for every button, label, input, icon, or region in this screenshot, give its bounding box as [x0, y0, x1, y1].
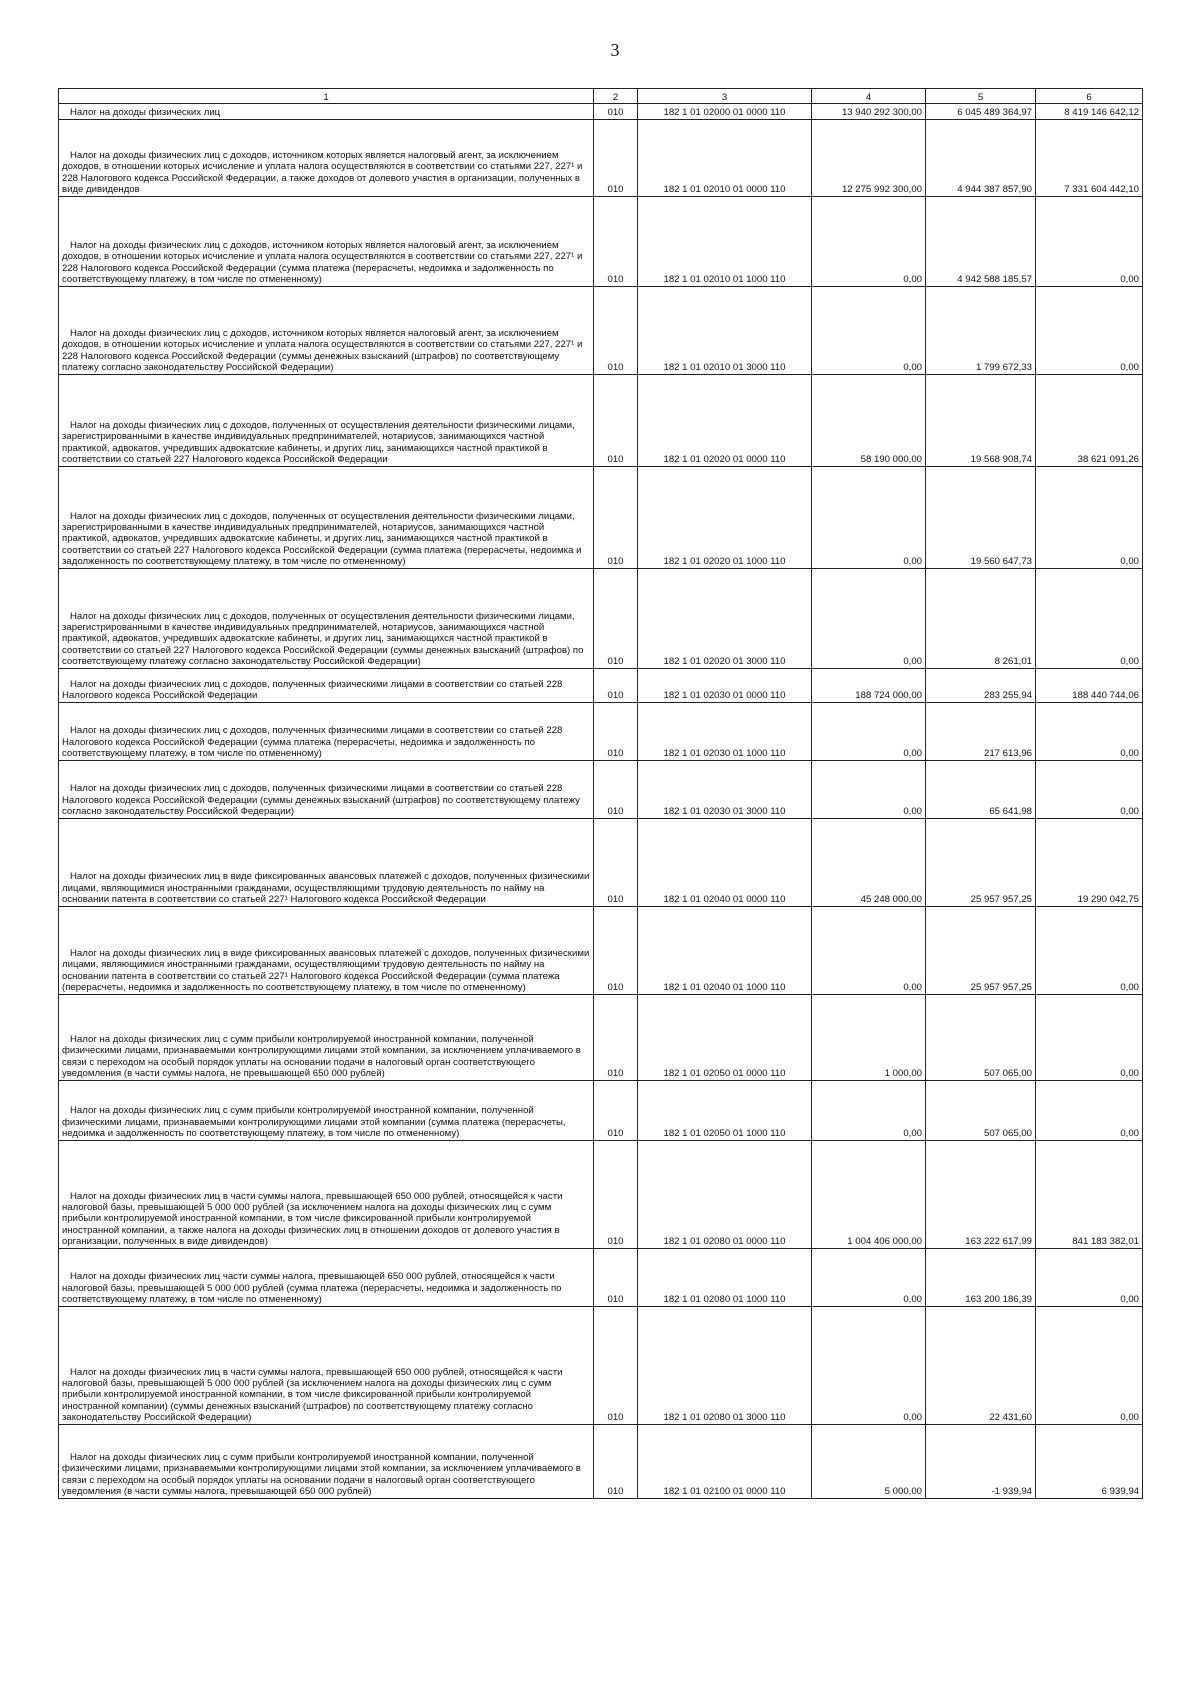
- table-row: [59, 467, 1143, 569]
- row-remaining-amount: 0,00: [1036, 467, 1143, 569]
- row-code: 010: [594, 375, 638, 467]
- row-executed-amount: 8 261,01: [926, 569, 1036, 669]
- column-header: 6: [1036, 89, 1143, 104]
- table-row: [59, 907, 1143, 995]
- row-code: 010: [594, 761, 638, 819]
- row-code: 010: [594, 1249, 638, 1307]
- row-kbk-code: 182 1 01 02000 01 0000 110: [638, 104, 812, 120]
- table-row: [59, 287, 1143, 375]
- table-row: [59, 1081, 1143, 1141]
- row-code: 010: [594, 1141, 638, 1249]
- row-kbk-code: 182 1 01 02100 01 0000 110: [638, 1425, 812, 1499]
- row-remaining-amount: 0,00: [1036, 197, 1143, 287]
- row-remaining-amount: 0,00: [1036, 1249, 1143, 1307]
- page-number: 3: [610, 40, 620, 60]
- row-executed-amount: 19 568 908,74: [926, 375, 1036, 467]
- row-remaining-amount: 6 939,94: [1036, 1425, 1143, 1499]
- row-kbk-code: 182 1 01 02030 01 1000 110: [638, 703, 812, 761]
- row-executed-amount: 6 045 489 364,97: [926, 104, 1036, 120]
- column-header: 4: [812, 89, 926, 104]
- row-remaining-amount: 8 419 146 642,12: [1036, 104, 1143, 120]
- row-kbk-code: 182 1 01 02010 01 0000 110: [638, 120, 812, 197]
- row-name: [59, 287, 594, 375]
- row-name-text: Налог на доходы физических лиц с сумм прибыли контролируемой иностранной компании, полученной физическими лицами, признаваемыми контролирующими лицами этой компании (сумма платежа (перерасчеты, недоимка и задолженность по соответствующему платежу, в том числе по отмененному): [62, 1105, 566, 1139]
- table-row: [59, 1249, 1143, 1307]
- row-kbk-code: 182 1 01 02080 01 3000 110: [638, 1307, 812, 1425]
- row-executed-amount: 507 065,00: [926, 995, 1036, 1081]
- row-kbk-code: 182 1 01 02020 01 0000 110: [638, 375, 812, 467]
- row-name-text: Налог на доходы физических лиц с доходов, полученных от осуществления деятельности физическими лицами, зарегистрированными в качестве индивидуальных предпринимателей, нотариусов, занимающихся частной практикой, адвокатов, учредивших адвокатские кабинеты, и других лиц, занимающихся частной практикой в соответствии со статьей 227 Налогового кодекса Российской Федерации (сумма платежа (перерасчеты, недоимка и задолженность по соответствующему платежу, в том числе по отмененному): [62, 510, 582, 567]
- row-name-text: Налог на доходы физических лиц в части суммы налога, превышающей 650 000 рублей, относящейся к части налоговой базы, превышающей 5 000 000 рублей (за исключением налога на доходы физических лиц с сумм прибыли контролируемой иностранной компании, в том числе фиксированной прибыли контролируемой иностранной компании) (суммы денежных взысканий (штрафов) по соответствующему платежу согласно законодательству Российской Федерации): [62, 1366, 563, 1423]
- row-name-text: Налог на доходы физических лиц с доходов, полученных от осуществления деятельности физическими лицами, зарегистрированными в качестве индивидуальных предпринимателей, нотариусов, занимающихся частной практикой, адвокатов, учредивших адвокатские кабинеты, и других лиц, занимающихся частной практикой в соответствии со статьей 227 Налогового кодекса Российской Федерации (суммы денежных взысканий (штрафов) по соответствующему платежу согласно законодательству Российской Федерации): [62, 610, 584, 667]
- row-code: 010: [594, 907, 638, 995]
- column-number-row: [59, 89, 1143, 104]
- row-kbk-code: 182 1 01 02030 01 3000 110: [638, 761, 812, 819]
- row-name-text: Налог на доходы физических лиц с доходов, источником которых является налоговый агент, за исключением доходов, в отношении которых исчисление и уплата налога осуществляются в соответствии со статьями 227, 227¹ и 228 Налогового кодекса Российской Федерации (сумма платежа (перерасчеты, недоимка и задолженность по соответствующему платежу, в том числе по отмененному): [62, 240, 583, 285]
- row-remaining-amount: 0,00: [1036, 907, 1143, 995]
- table-row: [59, 197, 1143, 287]
- row-remaining-amount: 19 290 042,75: [1036, 819, 1143, 907]
- row-name: [59, 1081, 594, 1141]
- row-name-text: Налог на доходы физических лиц с сумм прибыли контролируемой иностранной компании, полученной физическими лицами, признаваемыми контролирующими лицами этой компании, за исключением уплачиваемого в связи с переходом на особый порядок уплаты на основании подачи в налоговый орган соответствующего уведомления (в части суммы налога, не превышающей 650 000 рублей): [62, 1034, 581, 1079]
- row-executed-amount: 507 065,00: [926, 1081, 1036, 1141]
- table-row: [59, 120, 1143, 197]
- row-name: [59, 907, 594, 995]
- row-name: [59, 1307, 594, 1425]
- row-executed-amount: 19 560 647,73: [926, 467, 1036, 569]
- row-name: [59, 197, 594, 287]
- table-row: [59, 1425, 1143, 1499]
- row-name: [59, 569, 594, 669]
- row-code: 010: [594, 467, 638, 569]
- table-row: [59, 819, 1143, 907]
- row-executed-amount: 217 613,96: [926, 703, 1036, 761]
- row-approved-amount: 5 000,00: [812, 1425, 926, 1499]
- row-name: [59, 1425, 594, 1499]
- row-approved-amount: 12 275 992 300,00: [812, 120, 926, 197]
- row-name-text: Налог на доходы физических лиц в части суммы налога, превышающей 650 000 рублей, относящейся к части налоговой базы, превышающей 5 000 000 рублей (за исключением налога на доходы физических лиц с сумм прибыли контролируемой иностранной компании, в том числе фиксированной прибыли контролируемой иностранной компании, а также налога на доходы физических лиц в отношении доходов от долевого участия в организации, полученных в виде дивидендов): [62, 1190, 563, 1247]
- table-row: [59, 761, 1143, 819]
- row-code: 010: [594, 1081, 638, 1141]
- row-remaining-amount: 38 621 091,26: [1036, 375, 1143, 467]
- row-code: 010: [594, 1425, 638, 1499]
- row-approved-amount: 1 000,00: [812, 995, 926, 1081]
- row-code: 010: [594, 197, 638, 287]
- row-approved-amount: 0,00: [812, 287, 926, 375]
- row-name: [59, 1141, 594, 1249]
- row-remaining-amount: 0,00: [1036, 703, 1143, 761]
- row-name: [59, 104, 594, 120]
- row-executed-amount: -1 939,94: [926, 1425, 1036, 1499]
- row-kbk-code: 182 1 01 02010 01 1000 110: [638, 197, 812, 287]
- row-kbk-code: 182 1 01 02050 01 1000 110: [638, 1081, 812, 1141]
- row-remaining-amount: 841 183 382,01: [1036, 1141, 1143, 1249]
- row-name-text: Налог на доходы физических лиц с доходов, полученных физическими лицами в соответствии со статьей 228 Налогового кодекса Российской Федерации (суммы денежных взысканий (штрафов) по соответствующему платежу согласно законодательству Российской Федерации): [62, 783, 580, 817]
- row-approved-amount: 13 940 292 300,00: [812, 104, 926, 120]
- row-code: 010: [594, 819, 638, 907]
- row-name-text: Налог на доходы физических лиц с доходов, полученных физическими лицами в соответствии со статьей 228 Налогового кодекса Российской Федерации (сумма платежа (перерасчеты, недоимка и задолженность по соответствующему платежу, в том числе по отмененному): [62, 725, 563, 759]
- row-name: [59, 1249, 594, 1307]
- row-kbk-code: 182 1 01 02040 01 0000 110: [638, 819, 812, 907]
- row-name: [59, 467, 594, 569]
- row-kbk-code: 182 1 01 02050 01 0000 110: [638, 995, 812, 1081]
- row-name-text: Налог на доходы физических лиц с доходов, полученных от осуществления деятельности физическими лицами, зарегистрированными в качестве индивидуальных предпринимателей, нотариусов, занимающихся частной практикой, адвокатов, учредивших адвокатские кабинеты, и других лиц, занимающихся частной практикой в соответствии со статьей 227 Налогового кодекса Российской Федерации: [62, 420, 575, 465]
- row-name-text: Налог на доходы физических лиц с сумм прибыли контролируемой иностранной компании, полученной физическими лицами, признаваемыми контролирующими лицами этой компании, за исключением уплачиваемого в связи с переходом на особый порядок уплаты на основании подачи в налоговый орган соответствующего уведомления (в части суммы налога, превышающей 650 000 рублей): [62, 1452, 581, 1497]
- row-executed-amount: 4 942 588 185,57: [926, 197, 1036, 287]
- row-name-text: Налог на доходы физических лиц: [70, 106, 221, 118]
- row-remaining-amount: 0,00: [1036, 287, 1143, 375]
- row-name: [59, 703, 594, 761]
- table-row: [59, 1307, 1143, 1425]
- row-name: [59, 669, 594, 703]
- row-approved-amount: 0,00: [812, 1307, 926, 1425]
- row-approved-amount: 0,00: [812, 907, 926, 995]
- row-name-text: Налог на доходы физических лиц части суммы налога, превышающей 650 000 рублей, относящейся к части налоговой базы, превышающей 5 000 000 рублей (сумма платежа (перерасчеты, недоимка и задолженность по соответствующему платежу, в том числе по отмененному): [62, 1271, 562, 1305]
- column-header: 2: [594, 89, 638, 104]
- row-code: 010: [594, 703, 638, 761]
- table-row: [59, 569, 1143, 669]
- row-approved-amount: 45 248 000,00: [812, 819, 926, 907]
- row-kbk-code: 182 1 01 02020 01 3000 110: [638, 569, 812, 669]
- row-code: 010: [594, 995, 638, 1081]
- row-remaining-amount: 0,00: [1036, 569, 1143, 669]
- row-approved-amount: 0,00: [812, 1249, 926, 1307]
- row-approved-amount: 188 724 000,00: [812, 669, 926, 703]
- table-row: [59, 703, 1143, 761]
- row-name: [59, 995, 594, 1081]
- row-executed-amount: 163 200 186,39: [926, 1249, 1036, 1307]
- table-row: [59, 1141, 1143, 1249]
- row-executed-amount: 25 957 957,25: [926, 819, 1036, 907]
- row-executed-amount: 283 255,94: [926, 669, 1036, 703]
- row-approved-amount: 0,00: [812, 703, 926, 761]
- row-kbk-code: 182 1 01 02080 01 1000 110: [638, 1249, 812, 1307]
- row-executed-amount: 4 944 387 857,90: [926, 120, 1036, 197]
- row-approved-amount: 58 190 000,00: [812, 375, 926, 467]
- row-executed-amount: 1 799 672,33: [926, 287, 1036, 375]
- row-kbk-code: 182 1 01 02080 01 0000 110: [638, 1141, 812, 1249]
- row-remaining-amount: 7 331 604 442,10: [1036, 120, 1143, 197]
- row-approved-amount: 1 004 406 000,00: [812, 1141, 926, 1249]
- row-name-text: Налог на доходы физических лиц в виде фиксированных авансовых платежей с доходов, полученных физическими лицами, являющимися иностранными гражданами, осуществляющими трудовую деятельность по найму на основании патента в соответствии со статьей 227¹ Налогового кодекса Российской Федерации (сумма платежа (перерасчеты, недоимка и задолженность по соответствующему платежу, в том числе по отмененному): [62, 948, 590, 993]
- row-approved-amount: 0,00: [812, 467, 926, 569]
- table-row: [59, 104, 1143, 120]
- row-remaining-amount: 0,00: [1036, 1081, 1143, 1141]
- row-name-text: Налог на доходы физических лиц с доходов, источником которых является налоговый агент, за исключением доходов, в отношении которых исчисление и уплата налога осуществляются в соответствии со статьями 227, 227¹ и 228 Налогового кодекса Российской Федерации, а также доходов от долевого участия в организации, полученных в виде дивидендов: [62, 150, 583, 195]
- row-code: 010: [594, 669, 638, 703]
- row-kbk-code: 182 1 01 02020 01 1000 110: [638, 467, 812, 569]
- table-row: [59, 995, 1143, 1081]
- income-report-table: [58, 88, 1143, 1499]
- table-row: [59, 375, 1143, 467]
- row-executed-amount: 65 641,98: [926, 761, 1036, 819]
- row-name-text: Налог на доходы физических лиц в виде фиксированных авансовых платежей с доходов, полученных физическими лицами, являющимися иностранными гражданами, осуществляющими трудовую деятельность по найму на основании патента в соответствии со статьей 227¹ Налогового кодекса Российской Федерации: [62, 871, 590, 905]
- row-executed-amount: 22 431,60: [926, 1307, 1036, 1425]
- column-header: 1: [59, 89, 594, 104]
- row-approved-amount: 0,00: [812, 761, 926, 819]
- row-name-text: Налог на доходы физических лиц с доходов, полученных физическими лицами в соответствии со статьей 228 Налогового кодекса Российской Федерации: [62, 678, 563, 701]
- row-code: 010: [594, 287, 638, 375]
- row-remaining-amount: 0,00: [1036, 1307, 1143, 1425]
- row-approved-amount: 0,00: [812, 197, 926, 287]
- row-executed-amount: 25 957 957,25: [926, 907, 1036, 995]
- row-executed-amount: 163 222 617,99: [926, 1141, 1036, 1249]
- column-header: 3: [638, 89, 812, 104]
- row-code: 010: [594, 1307, 638, 1425]
- row-name: [59, 120, 594, 197]
- row-remaining-amount: 0,00: [1036, 761, 1143, 819]
- row-code: 010: [594, 120, 638, 197]
- row-name: [59, 819, 594, 907]
- row-name: [59, 761, 594, 819]
- row-remaining-amount: 0,00: [1036, 995, 1143, 1081]
- row-kbk-code: 182 1 01 02030 01 0000 110: [638, 669, 812, 703]
- row-approved-amount: 0,00: [812, 569, 926, 669]
- row-code: 010: [594, 569, 638, 669]
- row-remaining-amount: 188 440 744,06: [1036, 669, 1143, 703]
- row-name-text: Налог на доходы физических лиц с доходов, источником которых является налоговый агент, за исключением доходов, в отношении которых исчисление и уплата налога осуществляются в соответствии со статьями 227, 227¹ и 228 Налогового кодекса Российской Федерации (суммы денежных взысканий (штрафов) по соответствующему платежу согласно законодательству Российской Федерации): [62, 328, 583, 373]
- row-name: [59, 375, 594, 467]
- row-kbk-code: 182 1 01 02040 01 1000 110: [638, 907, 812, 995]
- column-header: 5: [926, 89, 1036, 104]
- row-approved-amount: 0,00: [812, 1081, 926, 1141]
- row-code: 010: [594, 104, 638, 120]
- row-kbk-code: 182 1 01 02010 01 3000 110: [638, 287, 812, 375]
- table-row: [59, 669, 1143, 703]
